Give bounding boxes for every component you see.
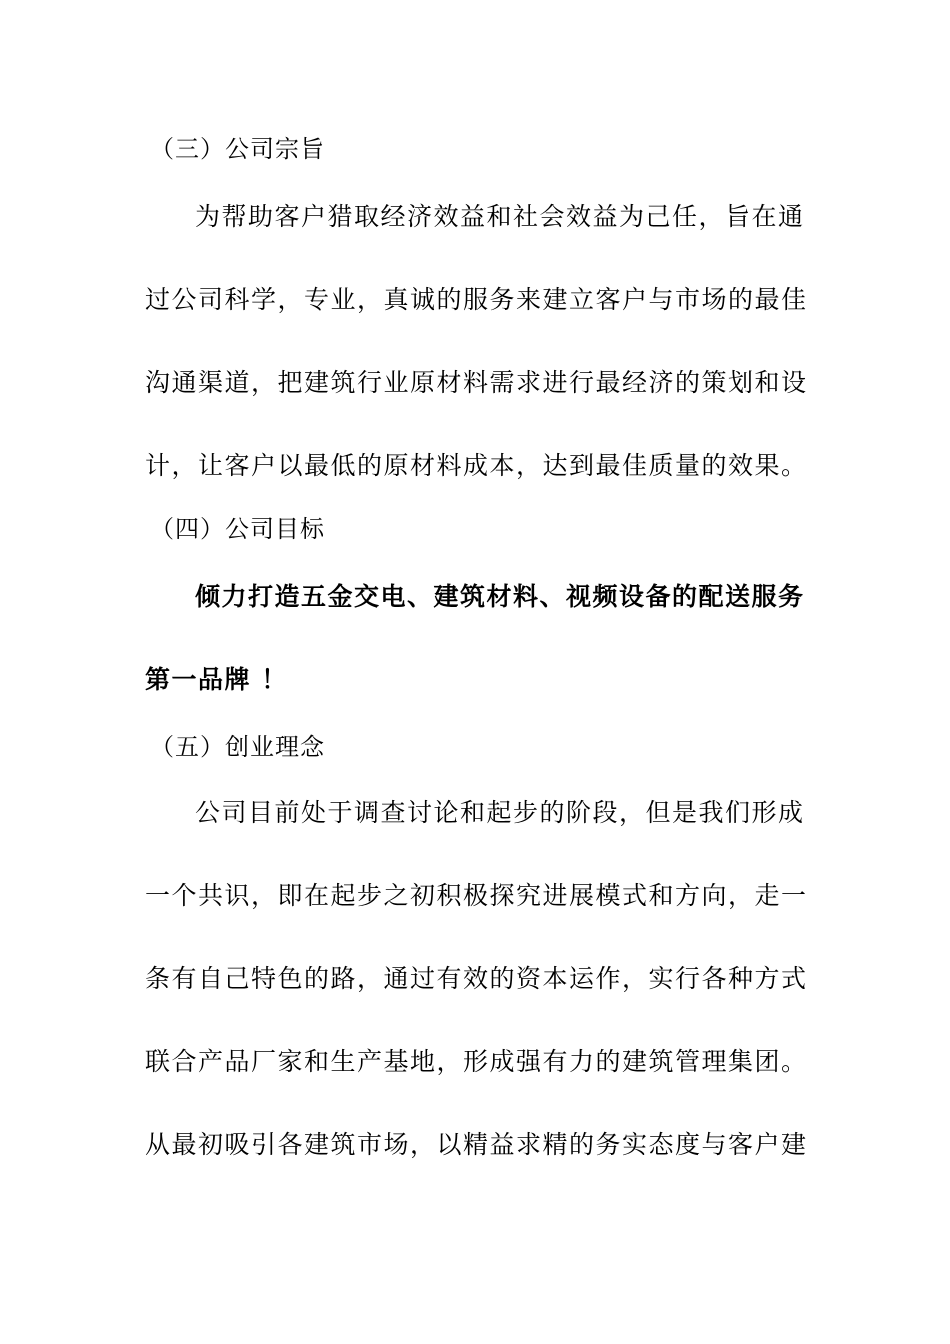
- paragraph-line: 计，让客户以最低的原材料成本，达到最佳质量的效果。: [145, 451, 808, 480]
- section-heading-philosophy: （五）创业理念: [150, 733, 325, 761]
- paragraph-line: 条有自己特色的路，通过有效的资本运作，实行各种方式: [145, 964, 808, 993]
- paragraph-line: 过公司科学，专业，真诚的服务来建立客户与市场的最佳: [145, 285, 808, 314]
- paragraph-line: 第一品牌 ！: [145, 665, 288, 694]
- paragraph-line: 一个共识，即在起步之初积极探究进展模式和方向，走一: [145, 881, 808, 910]
- section-heading-goal: （四）公司目标: [150, 515, 325, 543]
- paragraph-line: 为帮助客户猎取经济效益和社会效益为己任，旨在通: [195, 202, 805, 231]
- paragraph-line: 联合产品厂家和生产基地，形成强有力的建筑管理集团。: [145, 1047, 808, 1076]
- paragraph-line: 倾力打造五金交电、建筑材料、视频设备的配送服务: [195, 582, 805, 611]
- section-heading-purpose: （三）公司宗旨: [150, 135, 325, 163]
- paragraph-line: 公司目前处于调查讨论和起步的阶段，但是我们形成: [195, 798, 805, 827]
- paragraph-line: 沟通渠道，把建筑行业原材料需求进行最经济的策划和设: [145, 368, 808, 397]
- paragraph-line: 从最初吸引各建筑市场，以精益求精的务实态度与客户建: [145, 1130, 808, 1159]
